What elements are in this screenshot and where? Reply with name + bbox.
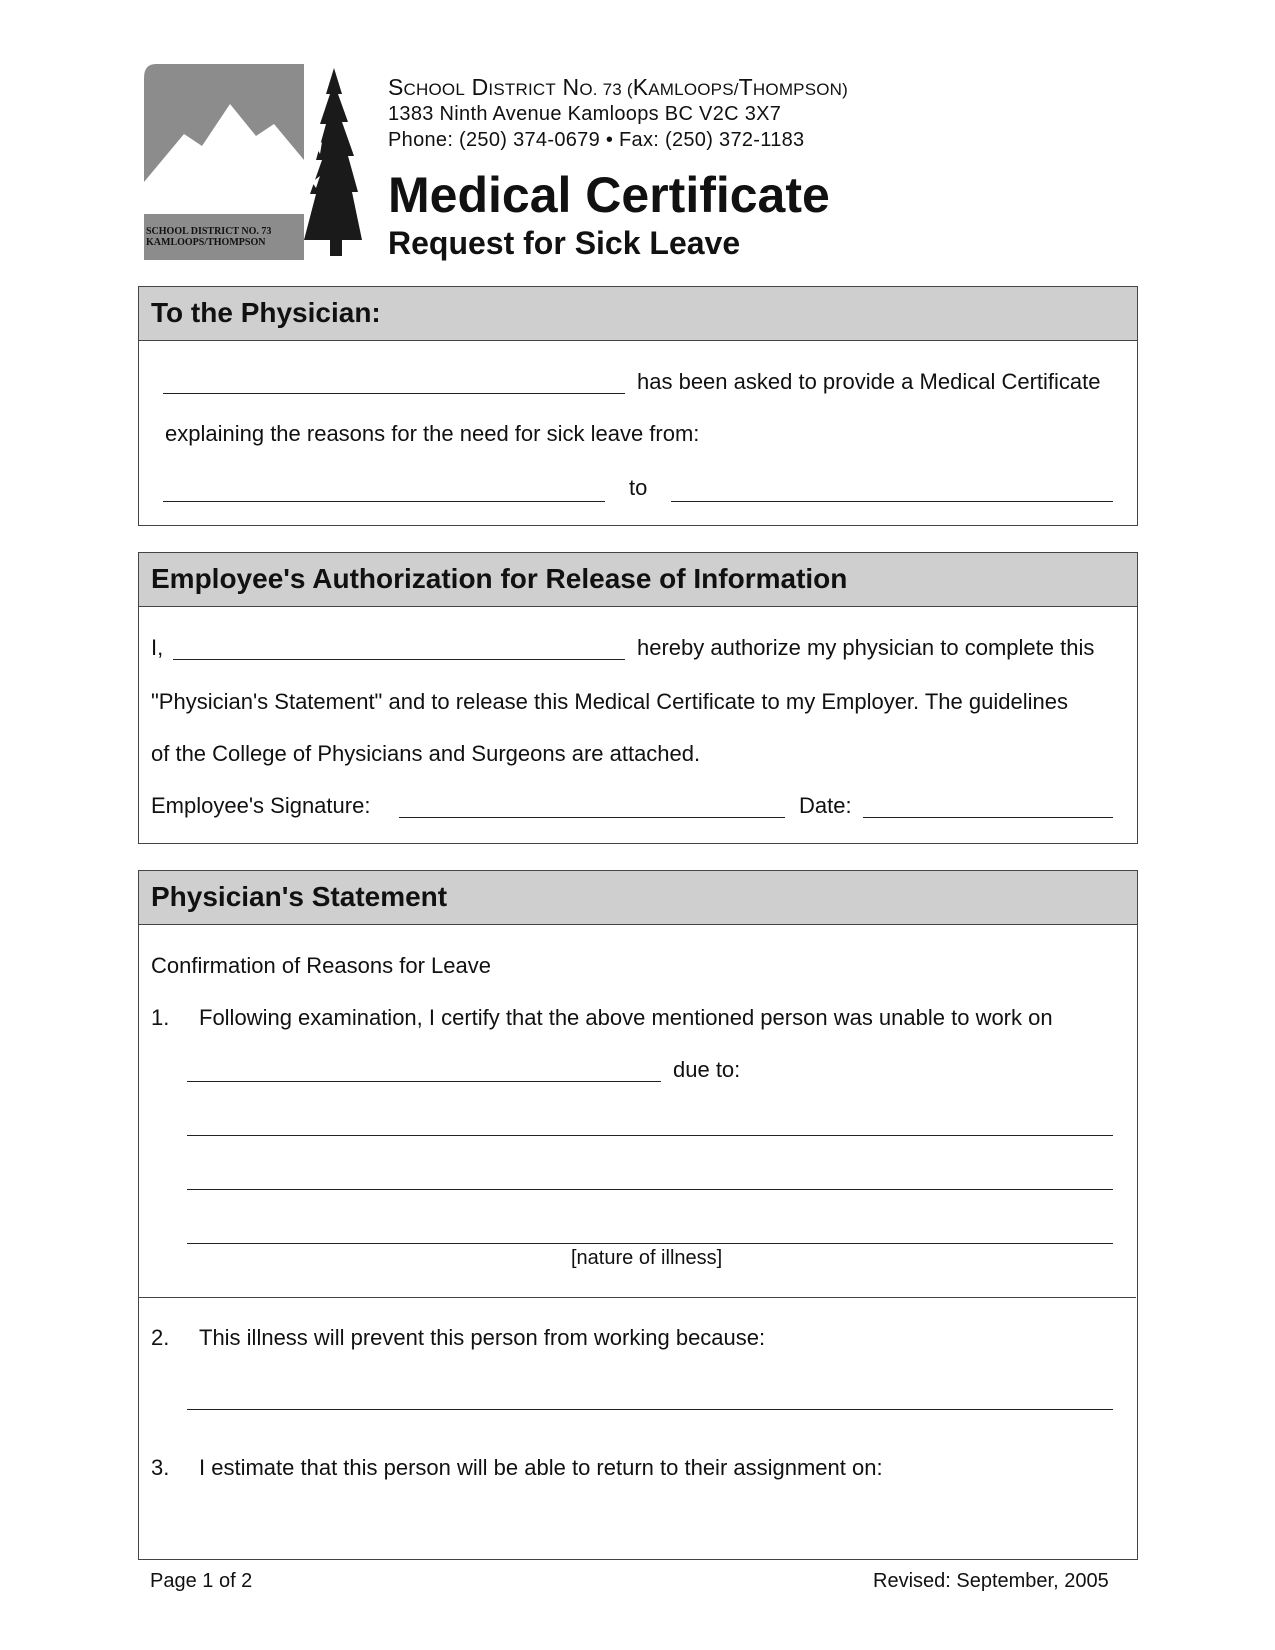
signature-label: Employee's Signature: [151, 793, 371, 818]
page-number: Page 1 of 2 [150, 1570, 253, 1592]
nature-of-illness-caption: [nature of illness] [571, 1247, 723, 1269]
item1-number: 1. [151, 1005, 170, 1030]
section-heading: Employee's Authorization for Release of Information [139, 553, 1137, 607]
signature-line[interactable] [399, 817, 785, 818]
item3-number: 3. [151, 1455, 170, 1480]
district-name: SCHOOL DISTRICT NO. 73 (KAMLOOPS/THOMPSON) [388, 74, 849, 100]
section2-text1: hereby authorize my physician to complete this [637, 635, 1095, 660]
i-label: I, [151, 635, 164, 660]
logo-text-line1: SCHOOL DISTRICT NO. 73 [146, 226, 272, 237]
confirmation-label: Confirmation of Reasons for Leave [151, 953, 491, 978]
date-line[interactable] [863, 817, 1113, 818]
section2-text3: of the College of Physicians and Surgeons are attached. [151, 741, 701, 766]
due-to-label: due to: [673, 1057, 741, 1082]
district-phone-fax: Phone: (250) 374-0679 • Fax: (250) 372-1183 [388, 129, 805, 151]
section-physician-statement [138, 870, 1138, 1560]
section-heading: Physician's Statement [139, 871, 1137, 925]
item2-text: This illness will prevent this person from working because: [199, 1325, 766, 1350]
section-divider [139, 1297, 1136, 1298]
section-to-physician [138, 286, 1138, 526]
section1-text1: has been asked to provide a Medical Certificate [637, 369, 1101, 394]
logo-text-line2: KAMLOOPS/THOMPSON [146, 237, 266, 248]
leave-from-date-line[interactable] [163, 501, 605, 502]
page-title: Medical Certificate [388, 167, 830, 223]
date-label: Date: [799, 793, 852, 818]
leave-to-date-line[interactable] [671, 501, 1113, 502]
item3-text: I estimate that this person will be able to return to their assignment on: [199, 1455, 883, 1480]
illness-line-3[interactable] [187, 1243, 1113, 1244]
prevent-working-line[interactable] [187, 1409, 1113, 1410]
section-employee-authorization [138, 552, 1138, 844]
section-heading: To the Physician: [139, 287, 1137, 341]
unable-to-work-date-line[interactable] [187, 1081, 661, 1082]
section1-text2: explaining the reasons for the need for sick leave from: [165, 421, 700, 446]
employee-name-line[interactable] [163, 393, 625, 394]
district-logo [144, 64, 364, 260]
to-label: to [629, 475, 648, 500]
section2-text2: "Physician's Statement" and to release this Medical Certificate to my Employer. The guidelines [151, 689, 1068, 714]
document-header [388, 74, 1088, 262]
page-subtitle: Request for Sick Leave [388, 225, 741, 261]
illness-line-1[interactable] [187, 1135, 1113, 1136]
item1-text: Following examination, I certify that the above mentioned person was unable to work on [199, 1005, 1053, 1030]
item2-number: 2. [151, 1325, 170, 1350]
revised-date: Revised: September, 2005 [873, 1570, 1109, 1592]
employee-authorization-name-line[interactable] [173, 659, 625, 660]
district-address: 1383 Ninth Avenue Kamloops BC V2C 3X7 [388, 103, 782, 125]
illness-line-2[interactable] [187, 1189, 1113, 1190]
